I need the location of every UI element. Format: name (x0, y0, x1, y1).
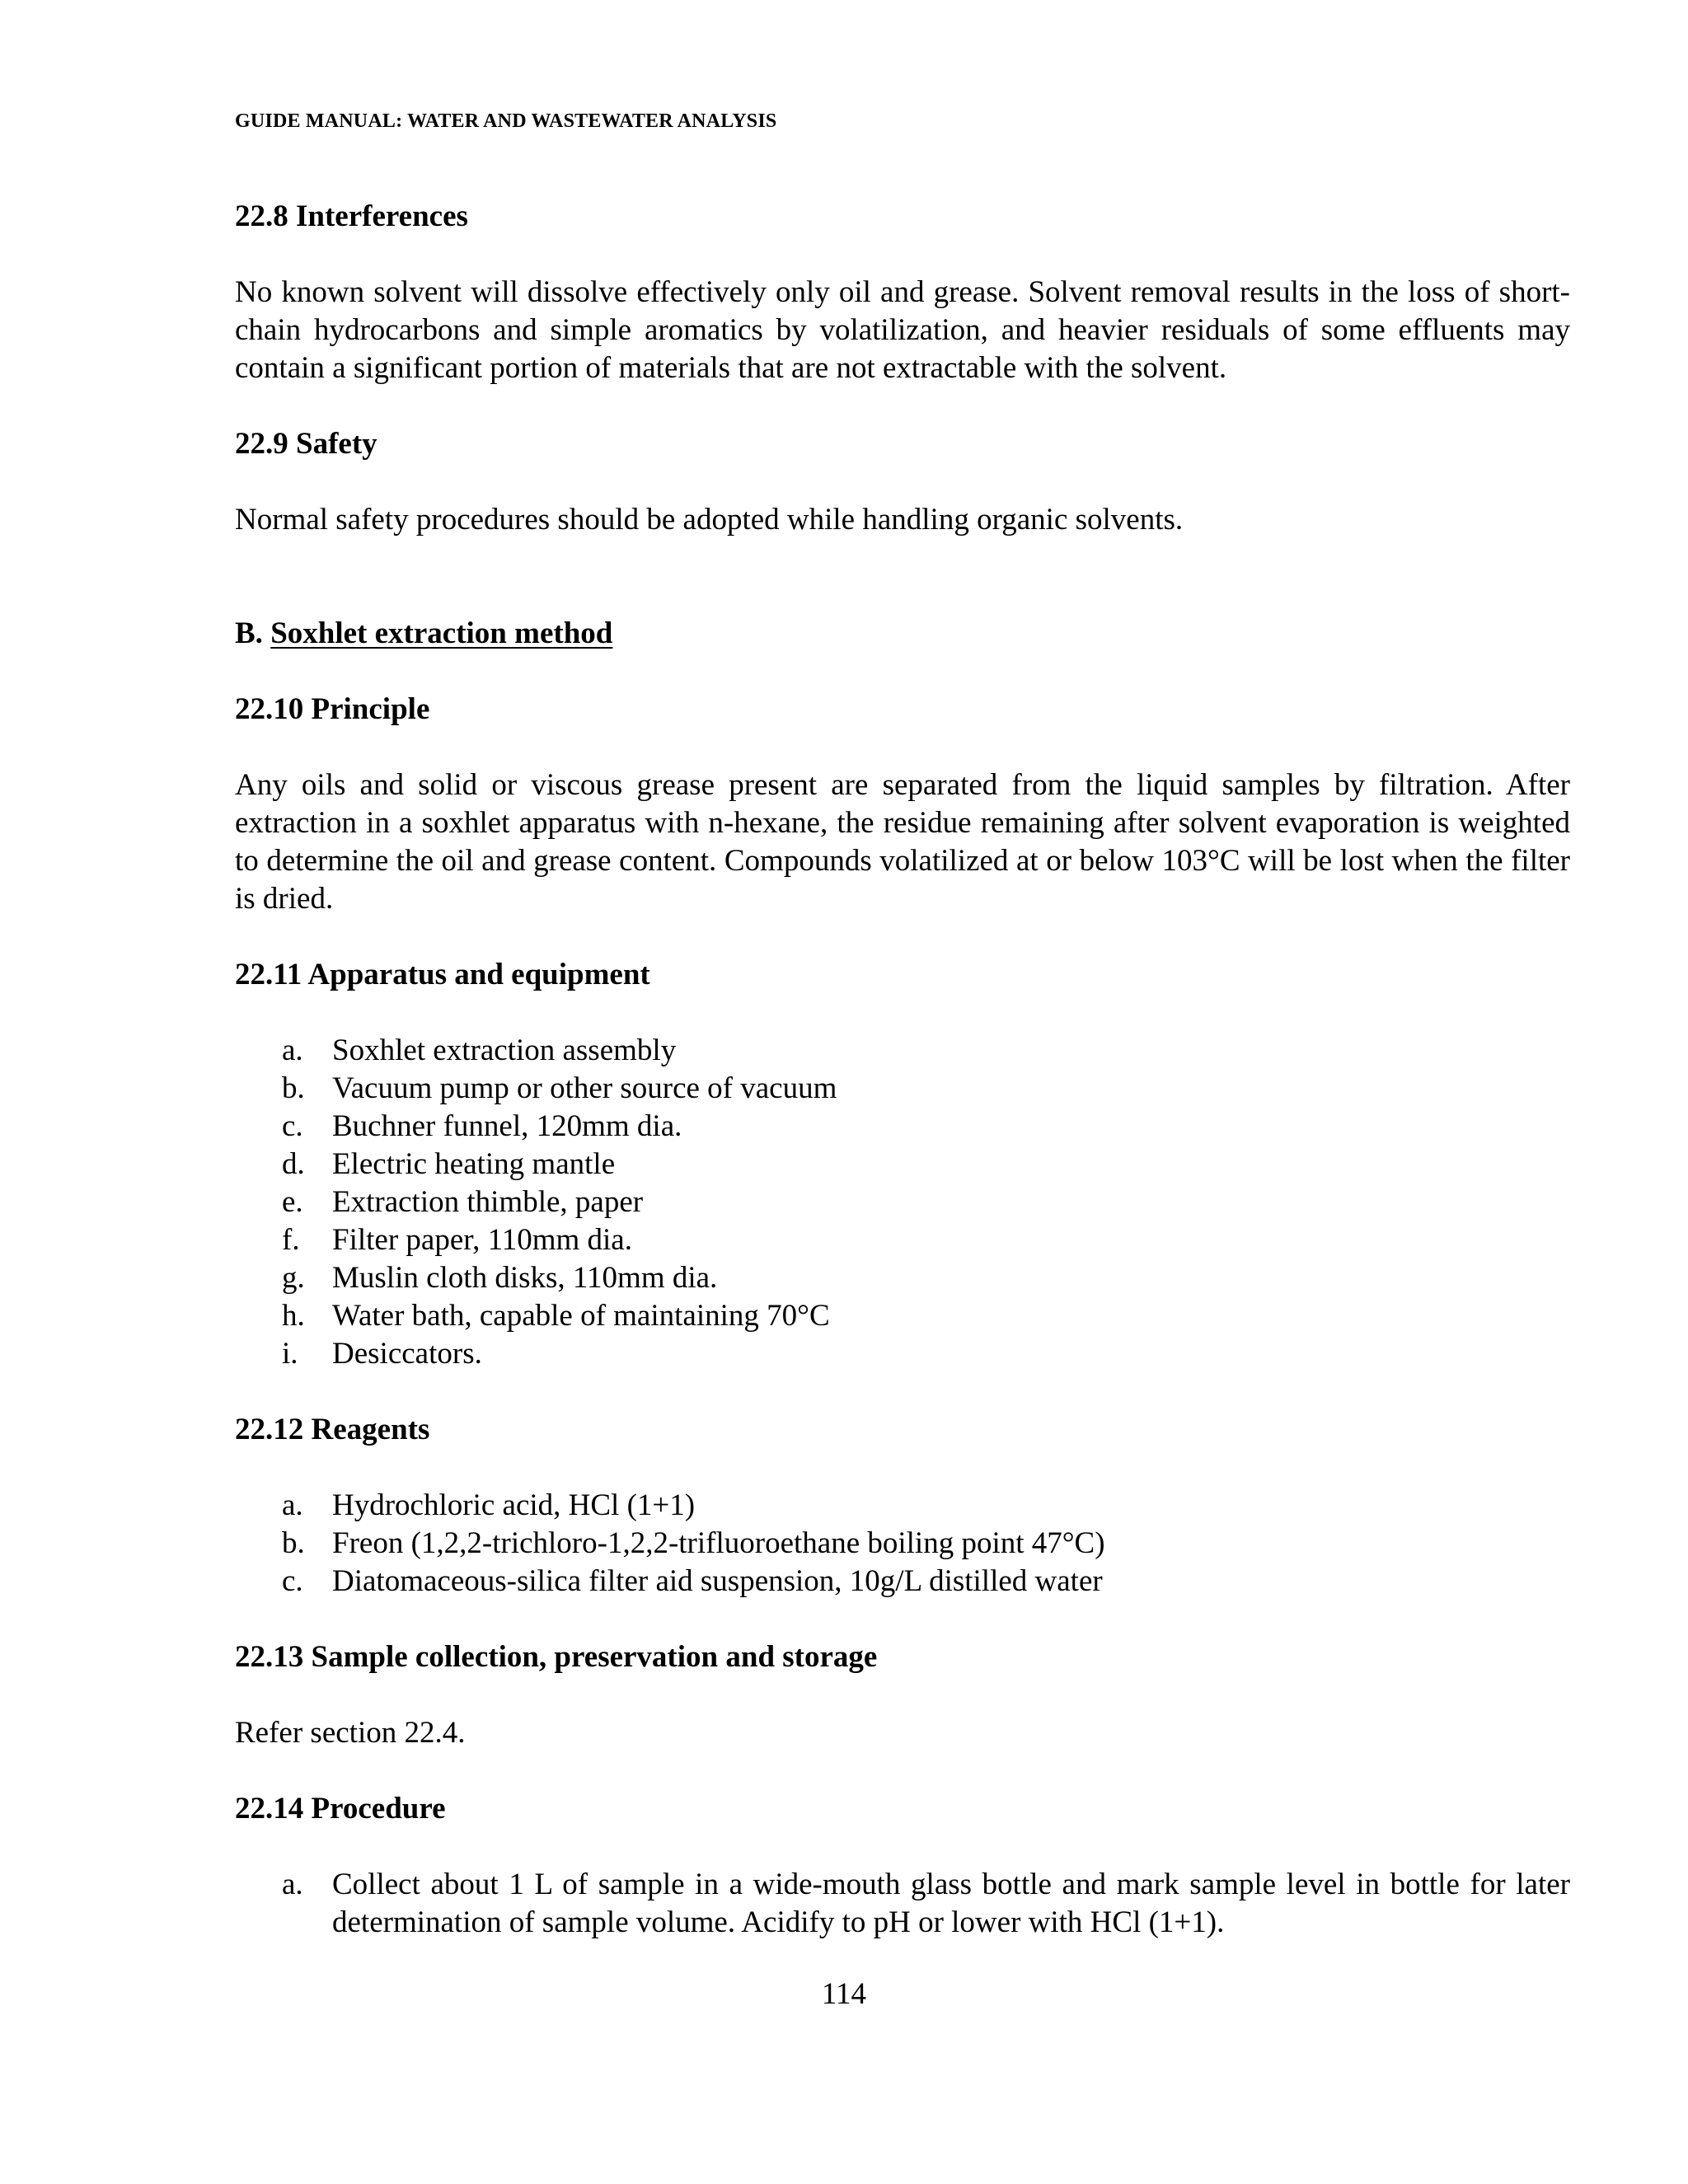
list-marker: b. (282, 1071, 305, 1105)
list-item-text: Extraction thimble, paper (332, 1185, 644, 1219)
list-item (235, 1146, 1570, 1183)
list-item (235, 1259, 1570, 1297)
list-item-text: Buchner funnel, 120mm dia. (332, 1109, 682, 1143)
page-content (235, 198, 1570, 1980)
heading-22-8: 22.8 Interferences (235, 199, 468, 233)
method-b-name: Soxhlet extraction method (270, 616, 613, 650)
paragraph-safety: Normal safety procedures should be adopted while handling organic solvents. (235, 503, 1184, 537)
procedure-list (235, 1866, 1570, 1942)
list-marker: i. (282, 1337, 298, 1371)
list-item-text: Hydrochloric acid, HCl (1+1) (332, 1488, 696, 1522)
list-item (235, 1070, 1570, 1108)
section-spacer (235, 577, 1570, 615)
heading-22-12: 22.12 Reagents (235, 1413, 430, 1446)
list-item (235, 1866, 1570, 1942)
list-marker: b. (282, 1526, 305, 1560)
list-marker: d. (282, 1147, 305, 1181)
list-item (235, 1297, 1570, 1335)
list-item-text: Electric heating mantle (332, 1147, 616, 1181)
list-marker: c. (282, 1564, 303, 1598)
list-item (235, 1525, 1570, 1563)
list-item-text: Collect about 1 L of sample in a wide-mouth glass bottle and mark sample level in bottle for later determination of sample volume. Acidify to pH or lower with HCl (1+1). (332, 1868, 1570, 1939)
apparatus-list (235, 1032, 1570, 1373)
list-marker: g. (282, 1261, 305, 1295)
heading-22-14: 22.14 Procedure (235, 1792, 446, 1825)
reagents-list (235, 1487, 1570, 1601)
list-item-text: Filter paper, 110mm dia. (332, 1223, 632, 1257)
list-item-text: Muslin cloth disks, 110mm dia. (332, 1261, 718, 1295)
heading-22-10: 22.10 Principle (235, 692, 430, 726)
paragraph-principle: Any oils and solid or viscous grease present are separated from the liquid samples by filtration. After extraction in a soxhlet apparatus with n-hexane, the residue remaining after solvent evaporation is weighted to determine the oil and grease content. Compounds volatilized at or below 103°C will be lost when the filter is dried. (235, 768, 1570, 916)
method-b-title (235, 615, 1570, 653)
running-header: GUIDE MANUAL: WATER AND WASTEWATER ANALYSIS (235, 110, 777, 132)
paragraph-interferences: No known solvent will dissolve effectively only oil and grease. Solvent removal results in the loss of short-chain hydrocarbons and simple aromatics by volatilization, and heavier residuals of some effluents may contain a significant portion of materials that are not extractable with the solvent. (235, 275, 1570, 385)
list-item (235, 1335, 1570, 1373)
list-marker: a. (282, 1488, 303, 1522)
list-marker: a. (282, 1033, 303, 1067)
list-item (235, 1487, 1570, 1525)
list-marker: e. (282, 1185, 303, 1219)
list-item-text: Freon (1,2,2-trichloro-1,2,2-trifluoroethane boiling point 47°C) (332, 1526, 1105, 1560)
list-marker: a. (282, 1868, 303, 1901)
page-number: 114 (821, 1977, 867, 2011)
list-item-text: Soxhlet extraction assembly (332, 1033, 677, 1067)
paragraph-sample-collection: Refer section 22.4. (235, 1716, 466, 1750)
list-item (235, 1032, 1570, 1070)
list-item (235, 1221, 1570, 1259)
list-item (235, 1108, 1570, 1146)
list-marker: c. (282, 1109, 303, 1143)
heading-22-13: 22.13 Sample collection, preservation and storage (235, 1640, 878, 1674)
list-item-text: Vacuum pump or other source of vacuum (332, 1071, 837, 1105)
list-marker: f. (282, 1223, 300, 1257)
list-item-text: Desiccators. (332, 1337, 482, 1371)
heading-22-11: 22.11 Apparatus and equipment (235, 958, 650, 991)
method-b-prefix: B. (235, 616, 271, 650)
list-item-text: Diatomaceous-silica filter aid suspension, 10g/L distilled water (332, 1564, 1103, 1598)
heading-22-9: 22.9 Safety (235, 427, 377, 461)
list-item (235, 1183, 1570, 1221)
list-marker: h. (282, 1299, 305, 1333)
list-item (235, 1563, 1570, 1601)
list-item-text: Water bath, capable of maintaining 70°C (332, 1299, 830, 1333)
